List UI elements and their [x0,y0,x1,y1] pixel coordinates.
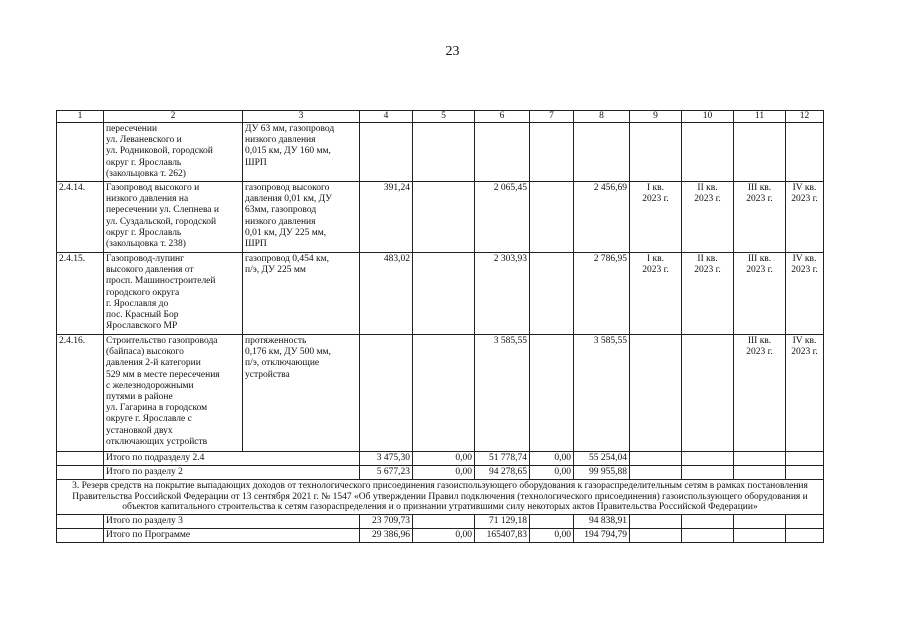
total-col-7: 0,00 [530,529,574,543]
period-col-11: III кв. 2023 г. [734,253,786,335]
object-spec: газопровод 0,454 км, п/э, ДУ 225 мм [243,253,360,335]
table-row [57,253,824,335]
table-row [57,182,824,253]
total-col-4: 29 386,96 [360,529,413,543]
period-col-12: IV кв. 2023 г. [786,335,824,452]
row-number: 2.4.14. [57,182,104,253]
total-col-7 [530,514,574,528]
total-label: Итого по разделу 2 [104,466,360,480]
value-col-7 [530,123,574,182]
period-col-11 [734,123,786,182]
period-col-9: I кв. 2023 г. [630,182,682,253]
period-col-11: III кв. 2023 г. [734,182,786,253]
total-col-4: 5 677,23 [360,466,413,480]
period-col-10: II кв. 2023 г. [682,253,734,335]
total-col-8: 194 794,79 [574,529,630,543]
total-col-5 [413,514,475,528]
period-col-10 [682,335,734,452]
total-row-section-2 [57,466,824,480]
value-col-5 [413,335,475,452]
subtotal-col-4: 3 475,30 [360,452,413,466]
value-col-8: 2 456,69 [574,182,630,253]
object-spec: ДУ 63 мм, газопровод низкого давления 0,015 км, ДУ 160 мм, ШРП [243,123,360,182]
value-col-5 [413,182,475,253]
value-col-4: 483,02 [360,253,413,335]
object-spec: газопровод высокого давления 0,01 км, ДУ 63мм, газопровод низкого давления 0,01 км, ДУ 225 мм, ШРП [243,182,360,253]
total-col-4: 23 709,73 [360,514,413,528]
value-col-8: 3 585,55 [574,335,630,452]
col-header-7: 7 [530,111,574,123]
value-col-7 [530,335,574,452]
col-header-8: 8 [574,111,630,123]
value-col-5 [413,123,475,182]
col-header-9: 9 [630,111,682,123]
col-header-3: 3 [243,111,360,123]
subtotal-col-5: 0,00 [413,452,475,466]
period-col-12: IV кв. 2023 г. [786,253,824,335]
total-label: Итого по разделу 3 [104,514,360,528]
period-col-9 [630,335,682,452]
value-col-4 [360,335,413,452]
subtotal-col-6: 51 778,74 [475,452,530,466]
col-header-12: 12 [786,111,824,123]
subtotal-col-8: 55 254,04 [574,452,630,466]
period-col-12: IV кв. 2023 г. [786,182,824,253]
object-name: пересечении ул. Леваневского и ул. Родниковой, городской округ г. Ярославль (закольцовка т. 262) [104,123,243,182]
total-col-7: 0,00 [530,466,574,480]
total-col-8: 99 955,88 [574,466,630,480]
object-spec: протяженность 0,176 км, ДУ 500 мм, п/э, отключающие устройства [243,335,360,452]
object-name: Газопровод высокого и низкого давления на пересечении ул. Слепнева и ул. Суздальской, городской округ г. Ярославль (закольцовка т. 238) [104,182,243,253]
value-col-8: 2 786,95 [574,253,630,335]
value-col-6: 2 065,45 [475,182,530,253]
col-header-1: 1 [57,111,104,123]
period-col-10 [682,123,734,182]
col-header-6: 6 [475,111,530,123]
subtotal-col-7: 0,00 [530,452,574,466]
col-header-10: 10 [682,111,734,123]
col-header-2: 2 [104,111,243,123]
total-col-8: 94 838,91 [574,514,630,528]
value-col-7 [530,182,574,253]
total-col-6: 165407,83 [475,529,530,543]
value-col-7 [530,253,574,335]
total-col-6: 94 278,65 [475,466,530,480]
row-number [57,123,104,182]
total-row-section-3 [57,514,824,528]
value-col-6 [475,123,530,182]
total-col-5: 0,00 [413,466,475,480]
period-col-9: I кв. 2023 г. [630,253,682,335]
subtotal-label: Итого по подразделу 2.4 [104,452,360,466]
value-col-5 [413,253,475,335]
total-label: Итого по Программе [104,529,360,543]
total-col-6: 71 129,18 [475,514,530,528]
period-col-11: III кв. 2023 г. [734,335,786,452]
value-col-6: 3 585,55 [475,335,530,452]
period-col-9 [630,123,682,182]
section-3-title-row [57,480,824,515]
col-header-11: 11 [734,111,786,123]
row-number: 2.4.15. [57,253,104,335]
table-row [57,123,824,182]
period-col-10: II кв. 2023 г. [682,182,734,253]
header-row [57,111,824,123]
table-row [57,335,824,452]
total-col-5: 0,00 [413,529,475,543]
col-header-4: 4 [360,111,413,123]
program-table [56,110,824,543]
period-col-12 [786,123,824,182]
page-number: 23 [445,44,460,59]
value-col-6: 2 303,93 [475,253,530,335]
value-col-4 [360,123,413,182]
value-col-8 [574,123,630,182]
total-row-program [57,529,824,543]
object-name: Газопровод-лупинг высокого давления от просп. Машиностроителей городского округа г. Ярославля до пос. Красный Бор Ярославского МР [104,253,243,335]
subtotal-row-2-4 [57,452,824,466]
row-number: 2.4.16. [57,335,104,452]
col-header-5: 5 [413,111,475,123]
section-3-title: 3. Резерв средств на покрытие выпадающих доходов от технологического присоединения газоиспользующего оборудования к газораспределительным сетям в рамках постановления Правительства Российской Федерации от 13 сентября 2021 г. № 1547 «Об утверждении Правил подключения (технологического присоединения) газоиспользующего оборудования и объектов капитального строительства к сетям газораспределения и о признании утратившими силу некоторых актов Правительства Российской Федерации» [57,480,824,515]
object-name: Строительство газопровода (байпаса) высокого давления 2-й категории 529 мм в месте пересечения с железнодорожными путями в районе ул. Гагарина в городском округе г. Ярославле с установкой двух отключающих устройств [104,335,243,452]
value-col-4: 391,24 [360,182,413,253]
